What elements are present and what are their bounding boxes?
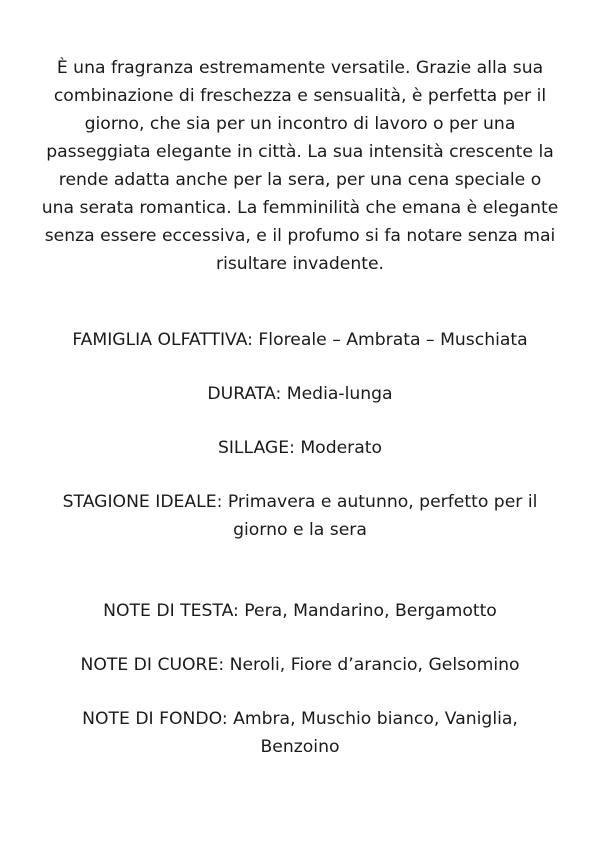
base-notes-line-2: Benzoino: [260, 737, 340, 757]
base-notes-line-1: NOTE DI FONDO: Ambra, Muschio bianco, Vaniglia,: [82, 709, 518, 729]
sillage: SILLAGE: Moderato: [217, 438, 383, 458]
top-notes: NOTE DI TESTA: Pera, Mandarino, Bergamotto: [103, 601, 497, 621]
duration: DURATA: Media-lunga: [207, 384, 393, 404]
intro-paragraph: È una fragranza estremamente versatile. Grazie alla sua combinazione di freschezza e sensualità, è perfetta per il giorno, che sia per un incontro di lavoro o per una passeggiata elegante in città. La sua intensità crescente la rende adatta anche per la sera, per una cena speciale o una serata romantica. La femminilità che emana è elegante senza essere eccessiva, e il profumo si fa notare senza mai risultare invadente.: [41, 58, 559, 274]
ideal-season-line-1: STAGIONE IDEALE: Primavera e autunno, perfetto per il: [62, 492, 538, 512]
olfactory-family: FAMIGLIA OLFATTIVA: Floreale – Ambrata – Muschiata: [72, 330, 528, 350]
heart-notes: NOTE DI CUORE: Neroli, Fiore d’arancio, Gelsomino: [80, 655, 520, 675]
ideal-season-line-2: giorno e la sera: [233, 520, 367, 540]
